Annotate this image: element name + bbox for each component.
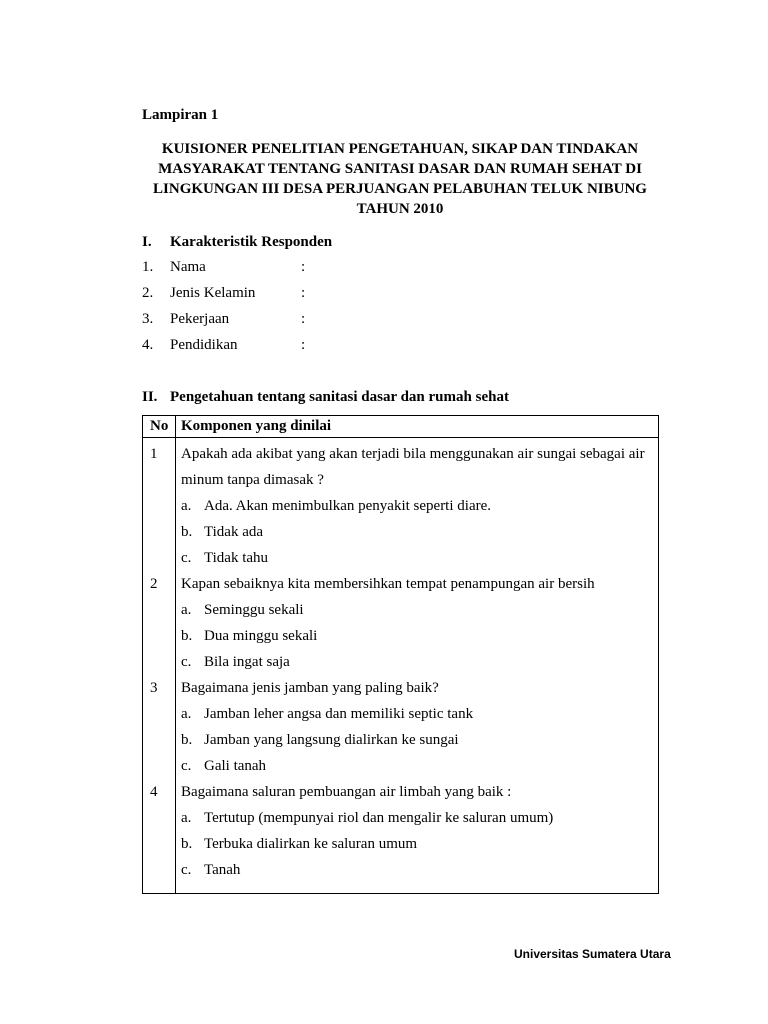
page-footer: Universitas Sumatera Utara [514,947,671,961]
option-text: Bila ingat saja [204,654,290,670]
option-text: Terbuka dialirkan ke saluran umum [204,836,418,852]
section-number: II. [142,389,158,405]
option-text: Tidak tahu [204,550,269,566]
answer-option [181,545,654,571]
field-label: Jenis Kelamin [170,285,256,301]
question-block [150,675,175,779]
field-label: Pendidikan [170,337,238,353]
respondent-field-education [142,337,305,354]
field-label: Nama [170,259,206,275]
document-title [142,139,658,219]
answer-option [181,857,654,883]
title-line: KUISIONER PENELITIAN PENGETAHUAN, SIKAP DAN TINDAKAN [161,141,639,157]
question-block [150,438,175,571]
title-line: MASYARAKAT TENTANG SANITASI DASAR DAN RUMAH SEHAT DI [158,161,642,177]
question-text: Kapan sebaiknya kita membersihkan tempat penampungan air bersih [181,576,595,592]
respondent-field-occupation [142,311,305,328]
question-number: 4 [150,784,158,800]
respondent-field-gender [142,285,305,302]
question-number: 2 [150,576,158,592]
option-letter: b. [181,524,193,540]
option-text: Seminggu sekali [204,602,304,618]
option-text: Ada. Akan menimbulkan penyakit seperti diare. [204,498,491,514]
option-letter: c. [181,862,192,878]
answer-option [181,649,654,675]
field-colon: : [301,337,306,353]
option-letter: c. [181,654,192,670]
title-line: TAHUN 2010 [356,201,444,217]
questionnaire-table [142,415,659,894]
answer-option [181,831,654,857]
field-number: 4. [142,337,154,353]
answer-option [181,623,654,649]
table-body-row [143,438,659,894]
question-1 [181,438,654,571]
option-text: Gali tanah [204,758,267,774]
question-number: 3 [150,680,158,696]
title-line: LINGKUNGAN III DESA PERJUANGAN PELABUHAN TELUK NIBUNG [153,181,647,197]
question-text: Bagaimana jenis jamban yang paling baik? [181,680,439,696]
field-colon: : [301,285,306,301]
option-letter: c. [181,758,192,774]
option-letter: a. [181,602,192,618]
field-number: 2. [142,285,154,301]
column-header-no: No [143,416,176,438]
question-content-column [176,438,659,894]
field-number: 1. [142,259,154,275]
column-header-component: Komponen yang dinilai [176,416,659,438]
answer-option [181,727,654,753]
question-number: 1 [150,446,158,462]
option-text: Tertutup (mempunyai riol dan mengalir ke saluran umum) [204,810,554,826]
option-text: Jamban yang langsung dialirkan ke sungai [204,732,459,748]
option-text: Dua minggu sekali [204,628,318,644]
question-number-column [143,438,176,894]
option-text: Tidak ada [204,524,264,540]
table-header-row [143,416,659,438]
answer-option [181,805,654,831]
appendix-label: Lampiran 1 [142,107,219,123]
field-label: Pekerjaan [170,311,230,327]
answer-option [181,519,654,545]
option-text: Tanah [204,862,241,878]
question-text: Bagaimana saluran pembuangan air limbah yang baik : [181,784,512,800]
section-title: Pengetahuan tentang sanitasi dasar dan rumah sehat [170,389,509,405]
answer-option [181,753,654,779]
option-letter: a. [181,706,192,722]
answer-option [181,701,654,727]
field-colon: : [301,311,306,327]
section-title: Karakteristik Responden [170,234,333,250]
option-letter: b. [181,732,193,748]
option-letter: b. [181,628,193,644]
section-1-heading [142,234,332,251]
question-block [150,571,175,675]
question-2 [181,571,654,675]
question-text: Apakah ada akibat yang akan terjadi bila menggunakan air sungai sebagai air [181,446,645,462]
question-text: minum tanpa dimasak ? [181,472,324,488]
respondent-field-name [142,259,305,276]
answer-option [181,493,654,519]
section-number: I. [142,234,152,250]
option-letter: a. [181,810,192,826]
field-number: 3. [142,311,154,327]
option-letter: b. [181,836,193,852]
option-text: Jamban leher angsa dan memiliki septic tank [204,706,474,722]
answer-option [181,597,654,623]
option-letter: a. [181,498,192,514]
field-colon: : [301,259,306,275]
question-block [150,779,175,883]
option-letter: c. [181,550,192,566]
question-4 [181,779,654,883]
question-3 [181,675,654,779]
section-2-heading [142,389,509,406]
